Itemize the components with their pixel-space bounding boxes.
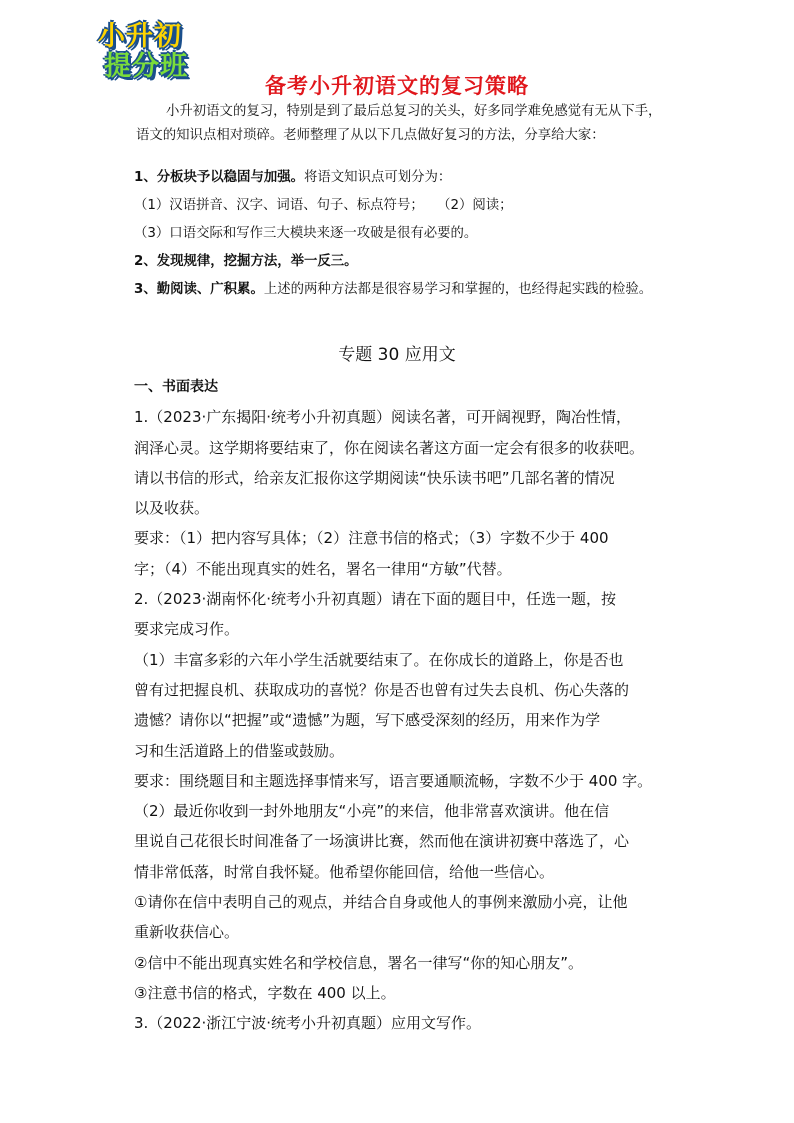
logo-line-1: 小升初 <box>98 21 182 52</box>
content-line: 要求：（1）把内容写具体；（2）注意书信的格式；（3）字数不少于 400 <box>134 529 609 548</box>
strategy-item-3-text: 上述的两种方法都是很容易学习和掌握的，也经得起实践的检验。 <box>263 282 653 297</box>
strategy-sub-1: （1）汉语拼音、汉字、词语、句子、标点符号； （2）阅读； <box>134 198 513 213</box>
content-body <box>134 372 664 1039</box>
content-line: 曾有过把握良机、获取成功的喜悦？你是否也曾有过失去良机、伤心失落的 <box>134 680 630 699</box>
content-line: 习和生活道路上的借鉴或鼓励。 <box>134 741 345 760</box>
strategy-item-3 <box>134 276 694 304</box>
content-line: 请以书信的形式，给亲友汇报你这学期阅读“快乐读书吧”几部名著的情况 <box>134 468 615 487</box>
strategy-item-1-heading: 1、分板块予以稳固与加强。 <box>134 170 305 185</box>
strategy-item-3-heading: 3、勤阅读、广积累。 <box>134 282 264 297</box>
section-title: 专题 30 应用文 <box>338 345 456 365</box>
page-title: 备考小升初语文的复习策略 <box>265 74 529 98</box>
content-heading: 一、书面表达 <box>134 379 218 395</box>
intro-block <box>136 100 676 148</box>
intro-paragraph: 小升初语文的复习，特别是到了最后总复习的关头，好多同学难免感觉有无从下手， <box>166 104 662 119</box>
content-line: 里说自己花很长时间准备了一场演讲比赛，然而他在演讲初赛中落选了，心 <box>134 832 630 851</box>
content-line: 字；（4）不能出现真实的姓名，署名一律用“方敏”代替。 <box>134 559 512 578</box>
content-line: 润泽心灵。这学期将要结束了，你在阅读名著这方面一定会有很多的收获吧。 <box>134 438 645 457</box>
content-line: ③注意书信的格式，字数在 400 以上。 <box>134 983 396 1002</box>
content-line: （1）丰富多彩的六年小学生活就要结束了。在你成长的道路上，你是否也 <box>134 650 624 669</box>
content-line: 以及收获。 <box>134 499 210 518</box>
strategy-sub-2: （3）口语交际和写作三大模块来逐一攻破是很有必要的。 <box>134 226 478 241</box>
strategy-item-2: 2、发现规律，挖掘方法，举一反三。 <box>134 254 358 269</box>
logo-line-2: 提分班 <box>104 51 188 82</box>
strategy-item-1 <box>134 164 694 192</box>
content-line: 情非常低落，时常自我怀疑。他希望你能回信，给他一些信心。 <box>134 862 555 881</box>
content-line: 重新收获信心。 <box>134 923 240 942</box>
intro-paragraph-cont: 语文的知识点相对琐碎。老师整理了从以下几点做好复习的方法，分享给大家： <box>136 128 605 143</box>
content-line: 要求：围绕题目和主题选择事情来写，语言要通顺流畅，字数不少于 400 字。 <box>134 771 653 790</box>
content-line: 1.（2023·广东揭阳·统考小升初真题）阅读名著，可开阔视野，陶冶性情， <box>134 408 632 427</box>
strategy-item-1-text: 将语文知识点可划分为： <box>304 170 452 185</box>
content-line: 要求完成习作。 <box>134 620 240 639</box>
content-line: ②信中不能出现真实姓名和学校信息，署名一律写“你的知心朋友”。 <box>134 953 583 972</box>
strategy-list <box>134 164 694 304</box>
content-line: ①请你在信中表明自己的观点，并结合自身或他人的事例来激励小亮，让他 <box>134 893 628 912</box>
content-line: （2）最近你收到一封外地朋友“小亮”的来信，他非常喜欢演讲。他在信 <box>134 802 610 821</box>
content-line: 遗憾？请你以“把握”或“遗憾”为题，写下感受深刻的经历，用来作为学 <box>134 711 601 730</box>
content-line: 3.（2022·浙江宁波·统考小升初真题）应用文写作。 <box>134 1014 482 1033</box>
content-line: 2.（2023·湖南怀化·统考小升初真题）请在下面的题目中，任选一题，按 <box>134 590 617 609</box>
